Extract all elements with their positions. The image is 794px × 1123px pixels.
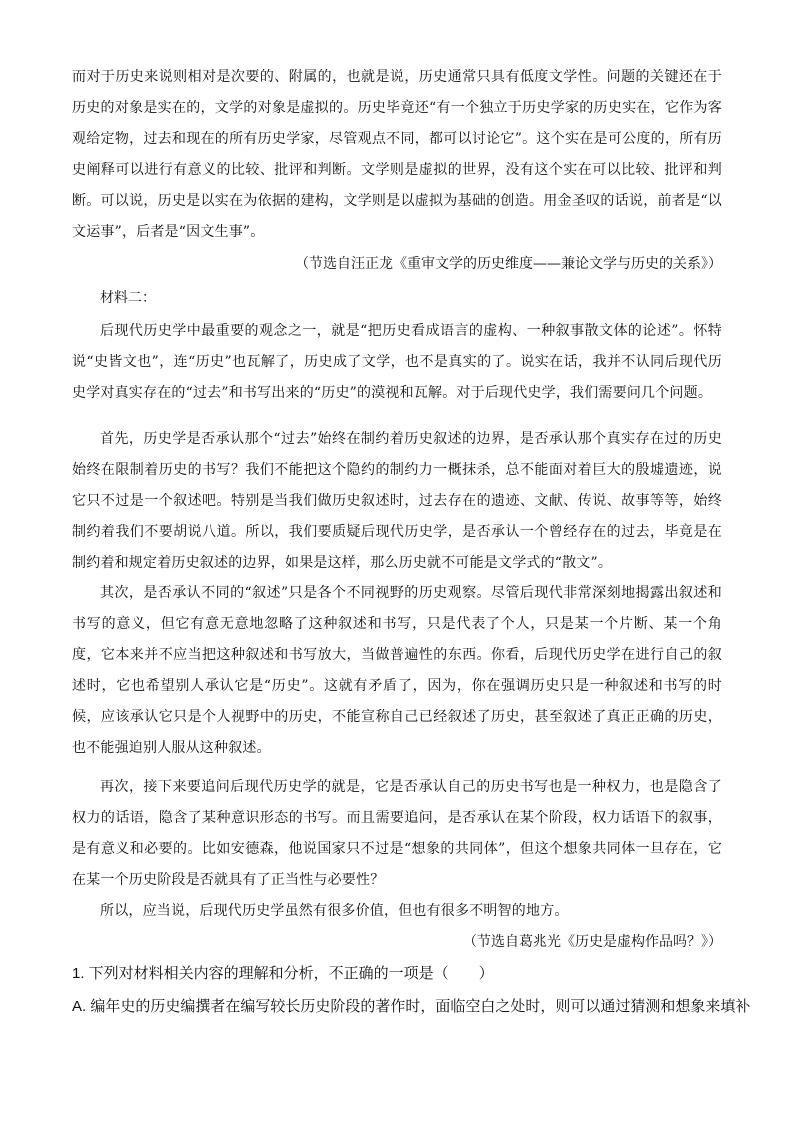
source-citation-1: （节选自汪正龙《重审文学的历史维度——兼论文学与历史的关系》） <box>295 256 722 272</box>
material2-paragraph-2: 首先，历史学是否承认那个“过去”始终在制约着历史叙述的边界，是否承认那个真实存在过的历史始终在限制着历史的书写？我们不能把这个隐约的制约力一概抹杀，总不能面对着巨大的殷墟遗迹，说它只不过是一个叙述吧。特别是当我们做历史叙述时，过去存在的遗迹、文献、传说、故事等等，始终制约着我们不要胡说八道。所以，我们要质疑后现代历史学，是否承认一个曾经存在的过去，毕竟是在制约着和规定着历史叙述的边界，如果是这样，那么历史就不可能是文学式的“散文”。 <box>72 431 722 571</box>
source-citation-2: （节选自葛兆光《历史是虚构作品吗？》） <box>463 934 722 950</box>
material2-paragraph-5: 所以，应当说，后现代历史学虽然有很多价值，但也有很多不明智的地方。 <box>100 903 569 919</box>
material2-paragraph-1: 后现代历史学中最重要的观念之一，就是“把历史看成语言的虚构、一种叙事散文体的论述”。怀特说“史皆文也”，连“历史”也瓦解了，历史成了文学，也不是真实的了。说实在话，我并不认同后现代历史学对真实存在的“过去”和书写出来的“历史”的漠视和瓦解。对于后现代史学，我们需要问几个问题。 <box>72 323 722 401</box>
material1-paragraph: 而对于历史来说则相对是次要的、附属的，也就是说，历史通常只具有低度文学性。问题的关键还在于历史的对象是实在的，文学的对象是虚拟的。历史毕竟还“有一个独立于历史学家的历史实在，它作为客观给定物，过去和现在的所有历史学家，尽管观点不同，都可以讨论它”。这个实在是可公度的，所有历史阐释可以进行有意义的比较、批评和判断。文学则是虚拟的世界，没有这个实在可以比较、批评和判断。可以说，历史是以实在为依据的建构，文学则是以虚拟为基础的创造。用金圣叹的话说，前者是“以文运事”，后者是“因文生事”。 <box>72 69 722 240</box>
question-1: 1. 下列对材料相关内容的理解和分析，不正确的一项是（ ） <box>72 965 494 982</box>
question-1-option-a: A. 编年史的历史编撰者在编写较长历史阶段的著作时，面临空白之处时，则可以通过猜测和想象来填补 <box>72 998 751 1015</box>
material2-paragraph-3: 其次，是否承认不同的“叙述”只是各个不同视野的历史观察。尽管后现代非常深刻地揭露出叙述和书写的意义，但它有意无意地忽略了这种叙述和书写，只是代表了个人，只是某一个片断、某一个角度，它本来并不应当把这种叙述和书写放大，当做普遍性的东西。你看，后现代历史学在进行自己的叙述时，它也希望别人承认它是“历史”。这就有矛盾了，因为，你在强调历史只是一种叙述和书写的时候，应该承认它只是个人视野中的历史，不能宣称自己已经叙述了历史，甚至叙述了真正正确的历史，也不能强迫别人服从这种叙述。 <box>72 585 722 756</box>
material2-heading: 材料二： <box>100 290 156 306</box>
material2-paragraph-4: 再次，接下来要追问后现代历史学的就是，它是否承认自己的历史书写也是一种权力，也是隐含了权力的话语，隐含了某种意识形态的书写。而且需要追问，是否承认在某个阶段，权力话语下的叙事，是有意义和必要的。比如安德森，他说国家只不过是“想象的共同体”，但这个想象共同体一旦存在，它在某一个历史阶段是否就具有了正当性与必要性？ <box>72 779 722 888</box>
